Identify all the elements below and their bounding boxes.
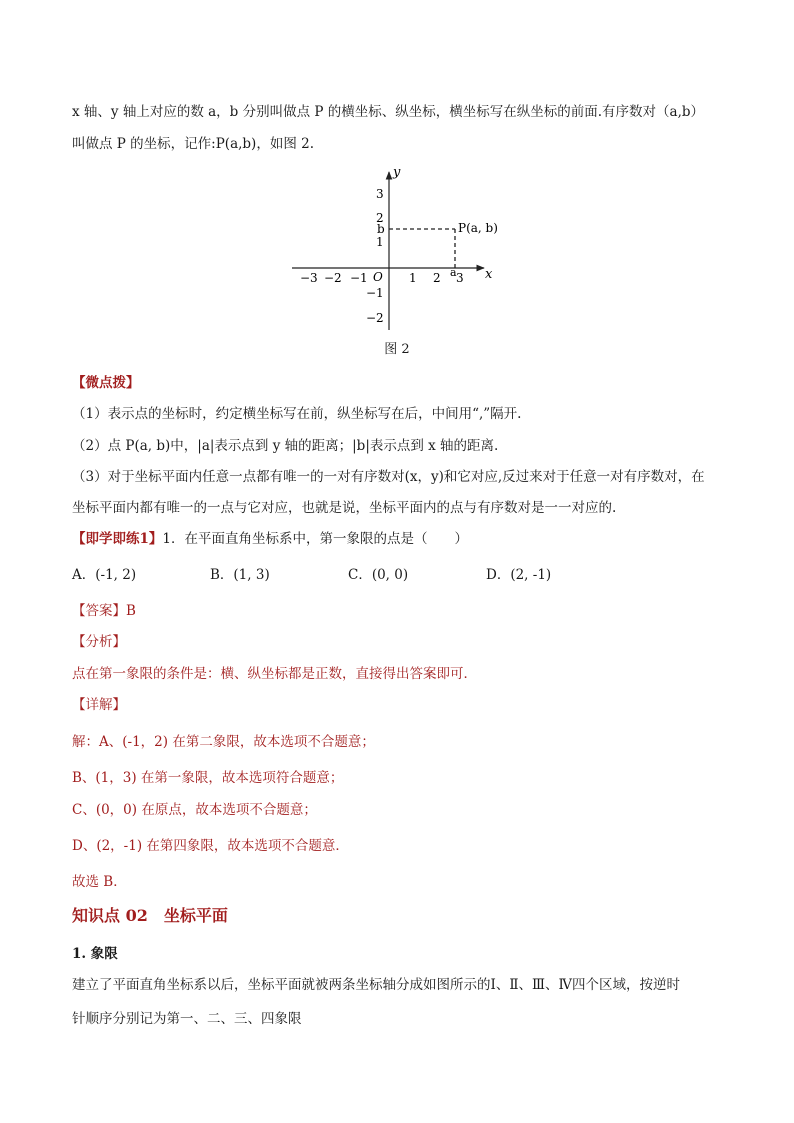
detail-heading: 【详解】 xyxy=(72,697,126,713)
point-p-label: P(a, b) xyxy=(458,221,498,235)
exercise-tag: 【即学即练1】 xyxy=(72,531,163,547)
section-body-2: 针顺序分别记为第一、二、三、四象限 xyxy=(72,1011,302,1027)
option-c: C．(0, 0) xyxy=(348,567,409,583)
tip-point-2: （2）点 P(a, b)中，|a|表示点到 y 轴的距离；|b|表示点到 x 轴的距离. xyxy=(72,438,499,454)
section-subheading: 1. 象限 xyxy=(72,946,118,962)
option-a: A．(-1, 2) xyxy=(72,567,137,583)
tip-heading: 【微点拨】 xyxy=(72,375,140,391)
detail-line: B、(1，3) 在第一象限，故本选项符合题意； xyxy=(72,770,344,786)
section-body-1: 建立了平面直角坐标系以后，坐标平面就被两条坐标轴分成如图所示的Ⅰ、Ⅱ、Ⅲ、Ⅳ四个区域，按逆时 xyxy=(72,977,681,993)
figure-caption: 图 2 xyxy=(384,342,410,357)
conclusion: 故选 B． xyxy=(72,874,127,890)
detail-line: C、(0，0) 在原点，故本选项不合题意； xyxy=(72,802,317,818)
x-tick-label: −2 xyxy=(324,271,342,285)
y-tick-label: 3 xyxy=(376,187,384,201)
tip-point-3b: 坐标平面内都有唯一的一点与它对应，也就是说，坐标平面内的点与有序数对是一一对应的. xyxy=(72,500,617,516)
intro-line-1: x 轴、y 轴上对应的数 a，b 分别叫做点 P 的横坐标、纵坐标，横坐标写在纵坐标的前面.有序数对（a,b） xyxy=(72,104,705,120)
a-label: a xyxy=(450,266,457,279)
section-title: 知识点 02 坐标平面 xyxy=(72,906,228,925)
y-tick-label: −1 xyxy=(366,286,384,300)
intro-line-2: 叫做点 P 的坐标，记作:P(a,b)，如图 2. xyxy=(72,136,314,152)
answer-line: 【答案】B xyxy=(72,603,136,619)
analysis-heading: 【分析】 xyxy=(72,634,126,650)
option-d: D．(2, -1) xyxy=(486,567,552,583)
detail-line: D、(2，-1) 在第四象限，故本选项不合题意． xyxy=(72,838,349,854)
y-axis-label: y xyxy=(393,165,401,180)
detail-line: 解：A、(-1，2) 在第二象限，故本选项不合题意； xyxy=(72,734,375,750)
coordinate-figure xyxy=(0,0,794,340)
tip-point-1: （1）表示点的坐标时，约定横坐标写在前，纵坐标写在后，中间用“,”隔开. xyxy=(72,406,522,422)
x-tick-label: −1 xyxy=(350,271,368,285)
x-tick-label: 2 xyxy=(433,271,441,285)
tip-point-3a: （3）对于坐标平面内任意一点都有唯一的一对有序数对(x，y)和它对应,反过来对于任意一对有序数对，在 xyxy=(72,469,705,485)
x-tick-label: 1 xyxy=(409,271,417,285)
exercise-question-line xyxy=(72,529,468,549)
x-axis-label: x xyxy=(485,267,493,282)
exercise-question: 1．在平面直角坐标系中，第一象限的点是（ ） xyxy=(162,531,468,547)
y-tick-label: −2 xyxy=(366,311,384,325)
b-label: b xyxy=(377,222,385,236)
option-row xyxy=(72,565,712,585)
origin-label: O xyxy=(373,270,383,284)
x-tick-label: −3 xyxy=(300,271,318,285)
y-tick-label: 1 xyxy=(376,235,384,249)
option-b: B．(1, 3) xyxy=(210,567,270,583)
x-tick-label: 3 xyxy=(456,271,464,285)
y-tick-label: 2 xyxy=(376,211,384,225)
analysis-text: 点在第一象限的条件是：横、纵坐标都是正数，直接得出答案即可． xyxy=(72,666,477,682)
